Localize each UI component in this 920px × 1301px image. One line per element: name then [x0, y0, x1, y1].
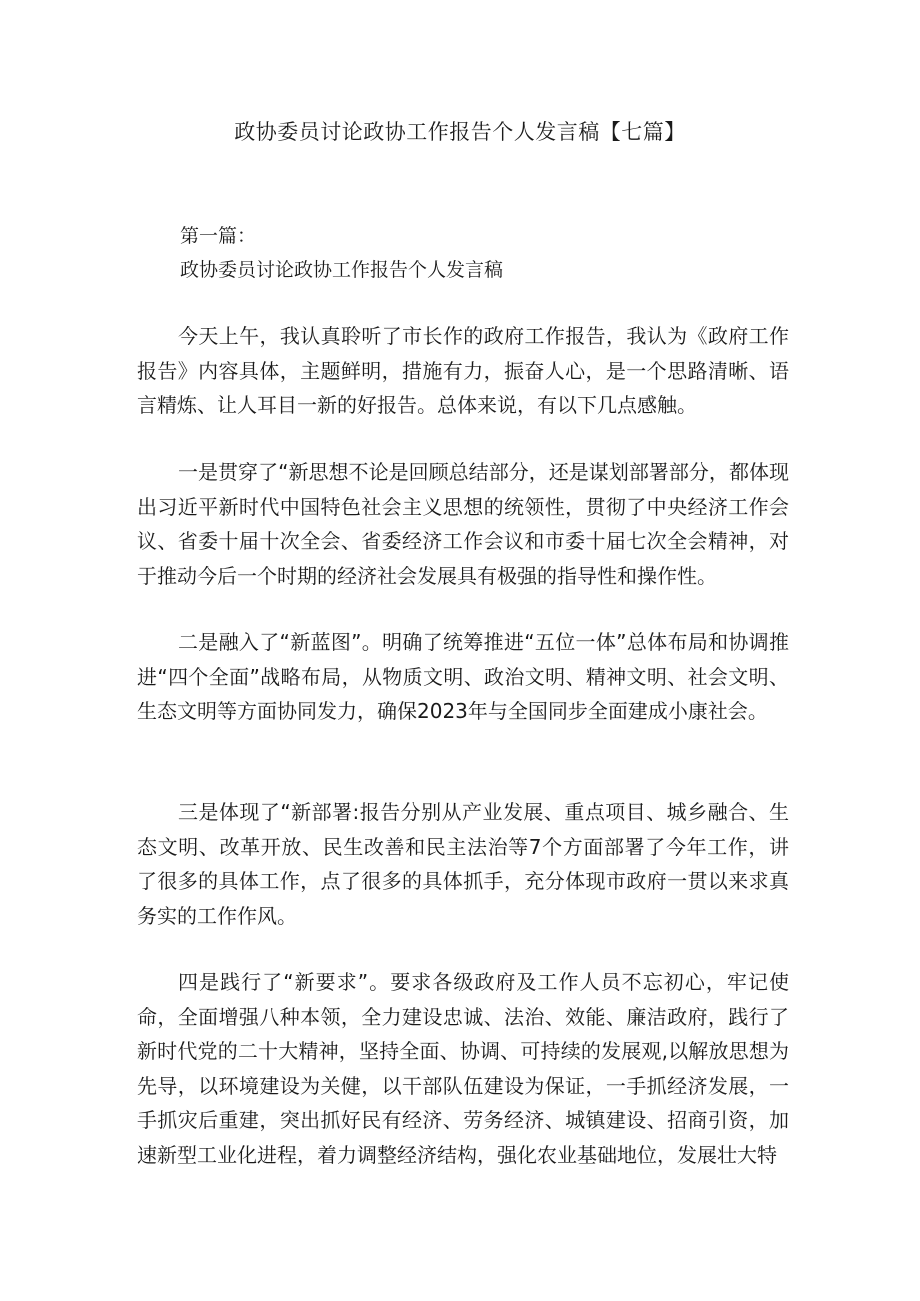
- paragraph-point-four: 四是践行了“新要求”。要求各级政府及工作人员不忘初心，牢记使命，全面增强八种本领，全力建设忠诚、法治、效能、廉洁政府，践行了新时代党的二十大精神，坚持全面、协调、可持续的发展观,以解放思想为先导，以环境建设为关健，以干部队伍建设为保证，一手抓经济发展，一手抓灾后重建，突出抓好民有经济、劳务经济、城镇建设、招商引资，加速新型工业化进程，着力调整经济结构，强化农业基础地位，发展壮大特: [137, 970, 789, 1167]
- paragraph-point-two: 二是融入了“新蓝图”。明确了统筹推进“五位一体”总体布局和协调推进“四个全面”战略布局，从物质文明、政治文明、精神文明、社会文明、生态文明等方面协同发力，确保2023年与全国同步全面建成小康社会。: [137, 630, 789, 723]
- paragraph-point-one: 一是贯穿了“新思想不论是回顾总结部分，还是谋划部署部分，都体现出习近平新时代中国特色社会主义思想的统领性，贯彻了中央经济工作会议、省委十届十次全会、省委经济工作会议和市委十届七次全会精神，对于推动今后一个时期的经济社会发展具有极强的指导性和操作性。: [137, 460, 789, 588]
- section-label: 第一篇：: [180, 225, 257, 247]
- paragraph-intro: 今天上午，我认真聆听了市长作的政府工作报告，我认为《政府工作报告》内容具体，主题鲜明，措施有力，振奋人心，是一个思路清晰、语言精炼、让人耳目一新的好报告。总体来说，有以下几点感触。: [137, 324, 789, 417]
- paragraph-point-three: 三是体现了“新部署:报告分别从产业发展、重点项目、城乡融合、生态文明、改革开放、民生改善和民主法治等7个方面部署了今年工作，讲了很多的具体工作，点了很多的具体抓手，充分体现市政府一贯以来求真务实的工作作风。: [137, 800, 789, 928]
- section-subtitle: 政协委员讨论政协工作报告个人发言稿: [180, 259, 504, 281]
- document-title: 政协委员讨论政协工作报告个人发言稿【七篇】: [234, 120, 686, 144]
